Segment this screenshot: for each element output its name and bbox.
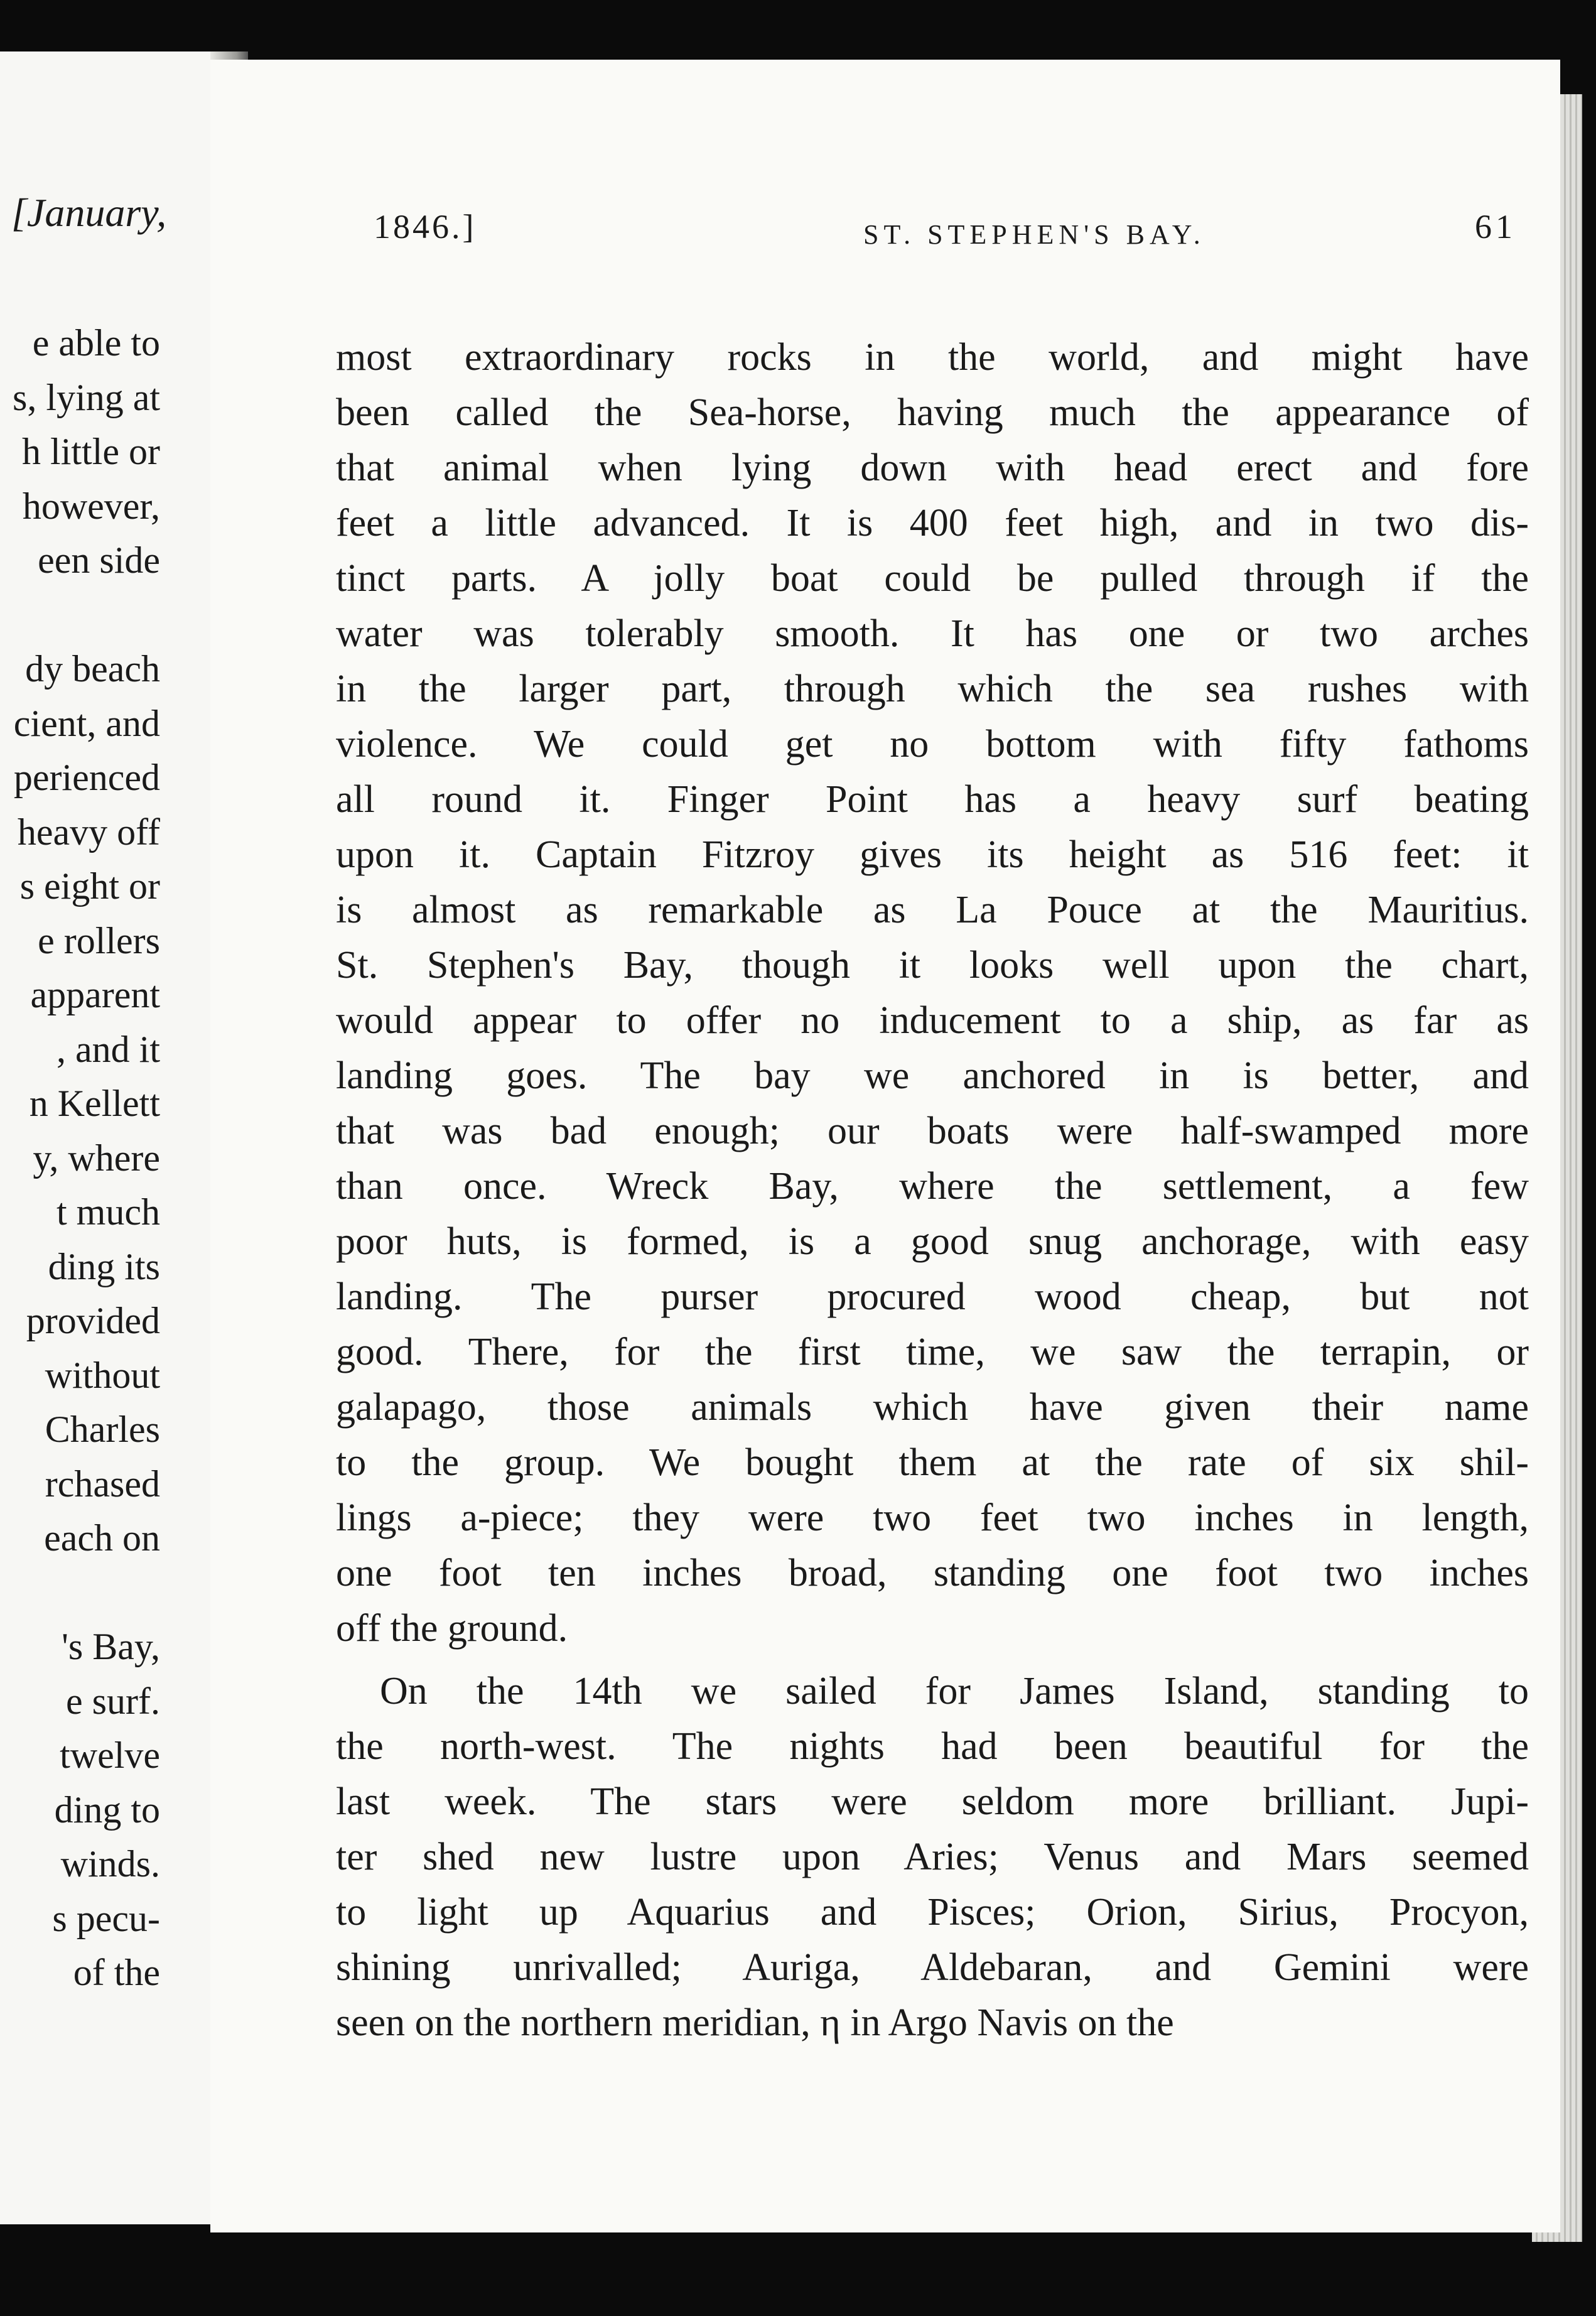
text-line: than once. Wreck Bay, where the settlement, a few bbox=[336, 1165, 1529, 1208]
left-page-line: e surf. bbox=[66, 1680, 160, 1722]
left-page-line: s pecu- bbox=[52, 1897, 160, 1939]
left-page-line: apparent bbox=[30, 974, 160, 1015]
text-line: would appear to offer no inducement to a ship, as far as bbox=[336, 999, 1529, 1042]
text-line: that was bad enough; our boats were half-swamped more bbox=[336, 1110, 1529, 1152]
left-page-line: 's Bay, bbox=[62, 1626, 160, 1667]
page-number: 61 bbox=[1475, 208, 1516, 246]
text-line: been called the Sea-horse, having much the appearance of bbox=[336, 391, 1529, 434]
text-line: tinct parts. A jolly boat could be pulled through if the bbox=[336, 557, 1529, 600]
running-head-title: ST. STEPHEN'S BAY. bbox=[863, 219, 1205, 250]
left-page-line: Charles bbox=[45, 1409, 160, 1450]
text-line: off the ground. bbox=[336, 1607, 568, 1650]
text-line: the north-west. The nights had been beautiful for the bbox=[336, 1725, 1529, 1768]
running-head bbox=[374, 207, 1554, 257]
left-page-line: s, lying at bbox=[13, 376, 160, 418]
left-page-line: heavy off bbox=[17, 811, 160, 853]
text-line: On the 14th we sailed for James Island, standing to bbox=[380, 1670, 1529, 1713]
text-line: to light up Aquarius and Pisces; Orion, Sirius, Procyon, bbox=[336, 1891, 1529, 1934]
text-line: upon it. Captain Fitzroy gives its height as 516 feet: it bbox=[336, 833, 1529, 876]
text-line: shining unrivalled; Auriga, Aldebaran, and Gemini were bbox=[336, 1946, 1529, 1989]
text-line: violence. We could get no bottom with fifty fathoms bbox=[336, 723, 1529, 766]
text-line: galapago, those animals which have given their name bbox=[336, 1386, 1529, 1429]
paragraph bbox=[336, 330, 1529, 1656]
text-line: landing goes. The bay we anchored in is better, and bbox=[336, 1054, 1529, 1097]
left-page-line: e able to bbox=[32, 322, 160, 364]
text-line: water was tolerably smooth. It has one or two arches bbox=[336, 612, 1529, 655]
text-line: all round it. Finger Point has a heavy surf beating bbox=[336, 778, 1529, 821]
text-line: most extraordinary rocks in the world, and might have bbox=[336, 336, 1529, 379]
text-line: landing. The purser procured wood cheap, but not bbox=[336, 1275, 1529, 1318]
left-page-line: ding to bbox=[54, 1788, 160, 1831]
text-line: is almost as remarkable as La Pouce at the Mauritius. bbox=[336, 889, 1529, 931]
text-line: St. Stephen's Bay, though it looks well upon the chart, bbox=[336, 944, 1529, 987]
left-page-line: of the bbox=[73, 1952, 160, 1993]
left-page-line: provided bbox=[26, 1300, 160, 1341]
text-line: seen on the northern meridian, η in Argo Navis on the bbox=[336, 2001, 1174, 2044]
text-line: one foot ten inches broad, standing one foot two inches bbox=[336, 1552, 1529, 1594]
text-line: that animal when lying down with head erect and fore bbox=[336, 446, 1529, 489]
text-line: lings a-piece; they were two feet two inches in length, bbox=[336, 1496, 1529, 1539]
left-page-line: perienced bbox=[13, 757, 160, 798]
left-page-line: winds. bbox=[60, 1843, 160, 1885]
left-page-line: e rollers bbox=[38, 919, 160, 961]
left-page-line: , and it bbox=[57, 1028, 160, 1070]
text-line: in the larger part, through which the sea rushes with bbox=[336, 668, 1529, 710]
left-page-line: rchased bbox=[45, 1463, 160, 1505]
text-line: feet a little advanced. It is 400 feet high, and in two dis- bbox=[336, 502, 1529, 544]
text-line: poor huts, is formed, is a good snug anchorage, with easy bbox=[336, 1220, 1529, 1263]
left-page-header: [January, bbox=[11, 190, 167, 235]
text-line: good. There, for the first time, we saw the terrapin, or bbox=[336, 1331, 1529, 1373]
left-page-line: each on bbox=[44, 1517, 160, 1559]
left-page-line: s eight or bbox=[19, 865, 160, 907]
text-line: last week. The stars were seldom more brilliant. Jupi- bbox=[336, 1780, 1529, 1823]
text-line: ter shed new lustre upon Aries; Venus and Mars seemed bbox=[336, 1836, 1529, 1878]
left-page-line: however, bbox=[22, 485, 160, 527]
right-page bbox=[210, 60, 1560, 2232]
left-page-line: een side bbox=[38, 539, 160, 581]
left-page-line: without bbox=[45, 1354, 160, 1396]
left-page-line: n Kellett bbox=[29, 1083, 160, 1124]
left-page-line: cient, and bbox=[13, 702, 160, 744]
body-text bbox=[336, 330, 1529, 2050]
left-page-line: dy beach bbox=[25, 648, 160, 690]
paragraph bbox=[336, 1664, 1529, 2050]
left-page-line: t much bbox=[57, 1191, 160, 1233]
left-page-line: y, where bbox=[33, 1137, 160, 1179]
running-head-year: 1846.] bbox=[374, 208, 477, 246]
text-line: to the group. We bought them at the rate of six shil- bbox=[336, 1441, 1529, 1484]
left-page-line: twelve bbox=[60, 1734, 160, 1776]
left-page-line: h little or bbox=[22, 431, 160, 472]
left-page-line: ding its bbox=[48, 1245, 160, 1287]
